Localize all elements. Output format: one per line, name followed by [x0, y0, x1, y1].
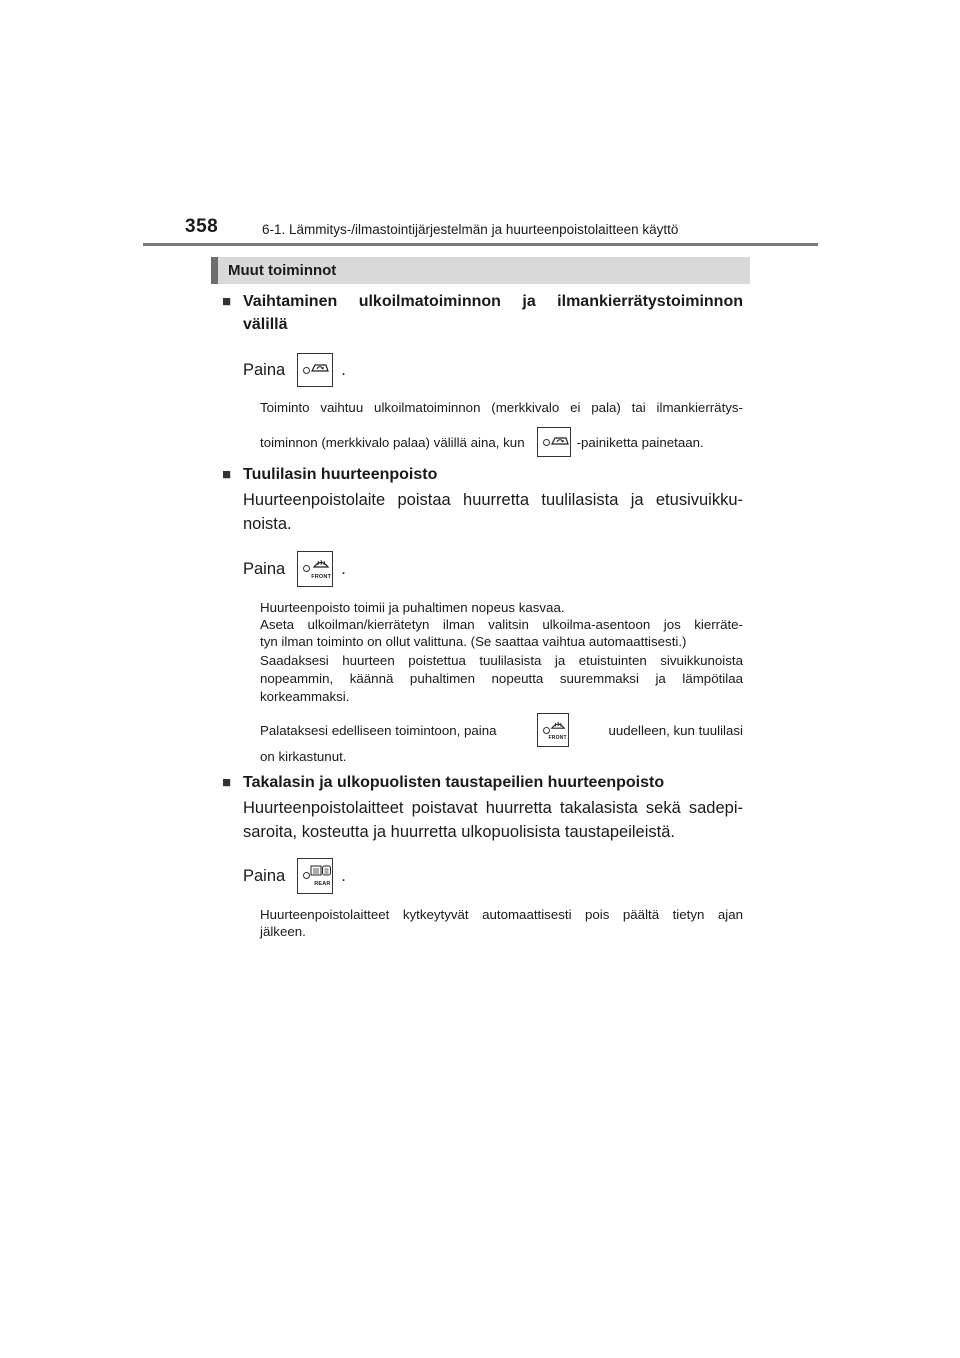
page-number: 358	[185, 216, 219, 237]
button-caption: REAR	[314, 881, 331, 887]
header-rule	[143, 243, 818, 246]
front-defog-body-line1: Huurteenpoistolaite poistaa huurretta tuulilasista ja etusivuikku-	[243, 491, 743, 509]
rear-defog-heading: Takalasin ja ulkopuolisten taustapeilien huurteenpoisto	[243, 774, 665, 791]
front-note-p3-l1: Saadaksesi huurteen poistettua tuulilasista ja etuistuinten sivuikkunoista	[260, 653, 743, 668]
recirc-press-line	[243, 353, 346, 387]
indicator-light-icon	[303, 367, 310, 374]
rear-defog-body-line2: saroita, kosteutta ja huurretta ulkopuolisista taustapeileistä.	[243, 823, 675, 841]
press-period: .	[341, 559, 346, 578]
front-note-p3-l2: nopeammin, käännä puhaltimen nopeutta suuremmaksi ja lämpötilaa	[260, 671, 743, 686]
bullet-icon: ■	[222, 466, 232, 483]
rear-note-line2: jälkeen.	[260, 924, 306, 939]
front-defog-heading: Tuulilasin huurteenpoisto	[243, 466, 438, 483]
recirc-note-line2	[260, 427, 704, 457]
air-recirculation-icon	[310, 360, 330, 376]
air-recirculation-icon	[550, 433, 570, 449]
indicator-light-icon	[543, 727, 550, 734]
front-press-line	[243, 551, 346, 587]
indicator-light-icon	[303, 872, 310, 879]
front-note-p2-l2: tyn ilman toiminto on ollut valittuna. (Se saattaa vaihtua automaattisesti.)	[260, 634, 687, 649]
front-note-p4-line1	[260, 713, 743, 747]
front-note-p4-line2: on kirkastunut.	[260, 749, 347, 764]
recirc-heading-line1: Vaihtaminen ulkoilmatoiminnon ja ilmankierrätystoiminnon	[243, 293, 743, 310]
rear-note-line1: Huurteenpoistolaitteet kytkeytyvät automaattisesti pois päältä tietyn ajan	[260, 907, 743, 922]
recirc-note-line1: Toiminto vaihtuu ulkoilmatoiminnon (merkkivalo ei pala) tai ilmankierrätys-	[260, 400, 743, 415]
rear-window-mirror-defogger-icon	[310, 865, 332, 877]
front-note-p2-l1: Aseta ulkoilman/kierrätetyn ilman valitsin ulkoilma-asentoon jos kierräte-	[260, 617, 743, 632]
bullet-icon: ■	[222, 293, 232, 310]
windshield-defroster-icon	[550, 719, 566, 732]
press-label: Paina	[243, 559, 286, 578]
indicator-light-icon	[543, 439, 550, 446]
chapter-title: 6-1. Lämmitys-/ilmastointijärjestelmän ja huurteenpoistolaitteen käyttö	[262, 222, 679, 237]
button-caption: FRONT	[548, 735, 567, 741]
front-note-p1: Huurteenpoisto toimii ja puhaltimen nopeus kasvaa.	[260, 600, 565, 615]
air-recirculation-button-inline	[537, 427, 571, 457]
front-defroster-button-inline	[537, 713, 569, 747]
press-label: Paina	[243, 866, 286, 885]
front-defog-body-line2: noista.	[243, 515, 292, 533]
recirc-note-text-before: toiminnon (merkkivalo palaa) välillä aina, kun	[260, 434, 525, 450]
front-note-p3-l3: korkeammaksi.	[260, 689, 350, 704]
front-note-p4-before: Palataksesi edelliseen toimintoon, paina	[260, 722, 497, 738]
button-caption: FRONT	[311, 574, 332, 580]
rear-defog-body-line1: Huurteenpoistolaitteet poistavat huurretta takalasista sekä sadepi-	[243, 799, 743, 817]
windshield-defroster-icon	[312, 557, 330, 571]
press-label: Paina	[243, 360, 286, 379]
indicator-light-icon	[303, 565, 310, 572]
front-note-p4-after: uudelleen, kun tuulilasi	[608, 722, 743, 738]
rear-press-line	[243, 858, 346, 894]
recirc-heading-line2: välillä	[243, 316, 288, 333]
press-period: .	[341, 866, 346, 885]
recirc-note-text-after: -painiketta painetaan.	[576, 434, 704, 450]
section-title: Muut toiminnot	[228, 262, 337, 279]
air-recirculation-button[interactable]	[297, 353, 333, 387]
bullet-icon: ■	[222, 774, 232, 791]
section-title-bar	[211, 257, 750, 284]
front-defroster-button[interactable]	[297, 551, 333, 587]
press-period: .	[341, 360, 346, 379]
rear-defogger-button[interactable]	[297, 858, 333, 894]
